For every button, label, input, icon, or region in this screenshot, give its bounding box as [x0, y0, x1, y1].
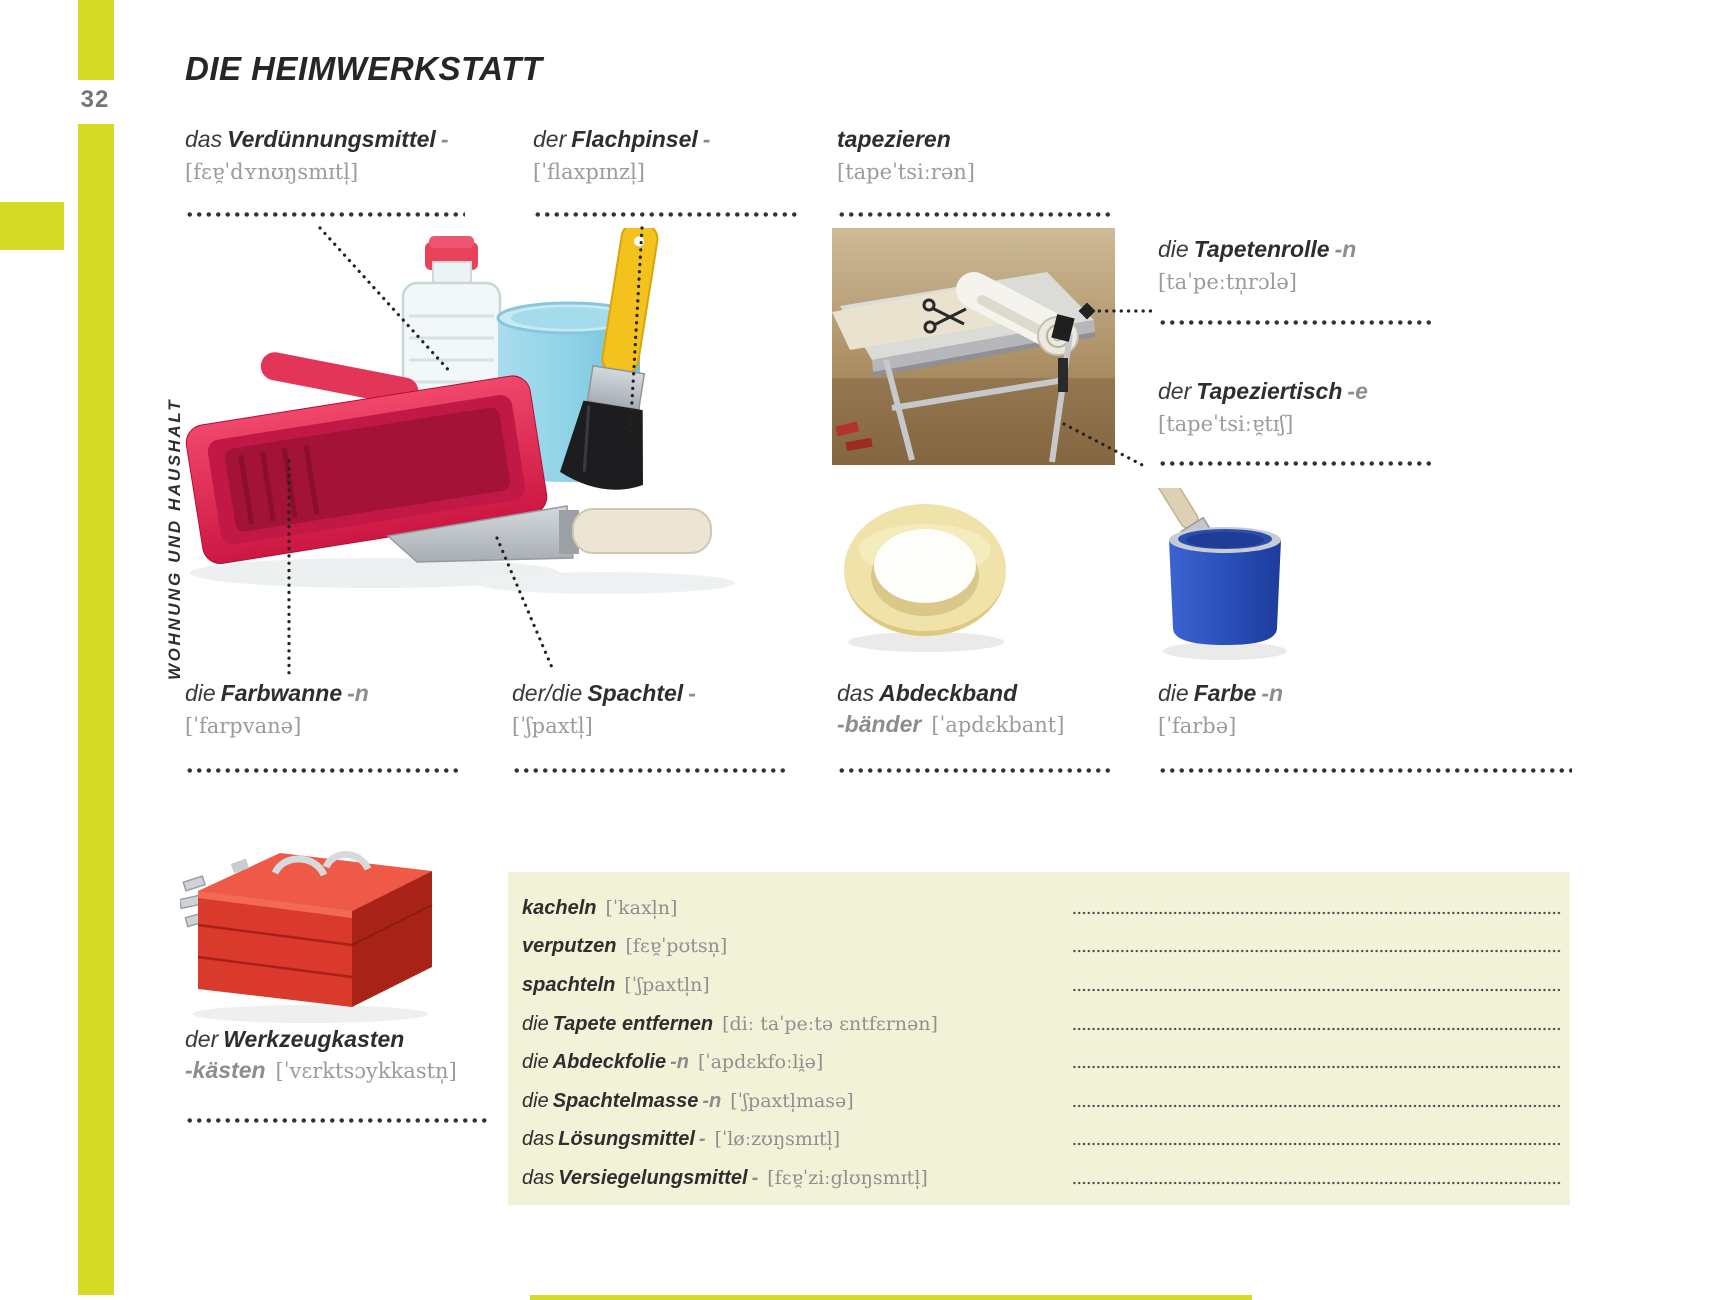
ipa-transcription: [ˈapdɛkfoːli̯ə] — [697, 1051, 824, 1074]
ipa-transcription: [diː taˈpeːtə ɛntfɛrnən] — [722, 1012, 938, 1035]
dotted-rule — [1158, 767, 1572, 774]
dotted-rule — [185, 1117, 488, 1124]
dotted-rule — [533, 211, 800, 218]
label-verduennungsmittel — [185, 124, 448, 190]
sidebar-accent-bar — [78, 124, 184, 1295]
ipa-transcription: [ˈʃpaxtl̩masə] — [730, 1089, 854, 1112]
page-title: DIE HEIMWERKSTATT — [185, 50, 543, 87]
bottom-accent-line — [530, 1295, 1252, 1300]
ipa-transcription: [ˈløːzʊŋsmɪtl̩] — [714, 1128, 841, 1151]
plural-marker: - — [702, 126, 711, 152]
plural-marker: -kästen — [185, 1057, 266, 1083]
plural-marker: -n — [702, 1089, 722, 1112]
ipa-transcription: [ˈvɛrktsɔykkastn̩] — [275, 1059, 457, 1083]
ipa-transcription: [fɛɐ̯ˈdʏnʊŋsmɪtl̩] — [185, 160, 359, 184]
writing-line[interactable] — [1072, 949, 1562, 953]
label-farbe — [1158, 678, 1283, 744]
label-flachpinsel — [533, 124, 710, 190]
vocab-practice-box — [508, 872, 1570, 1205]
writing-line[interactable] — [1072, 911, 1562, 915]
ipa-transcription: [ˈfarpvanə] — [185, 714, 302, 738]
article: die — [522, 1089, 549, 1112]
writing-line[interactable] — [1072, 988, 1562, 992]
vocab-row — [508, 885, 1570, 924]
plural-marker: - — [440, 126, 449, 152]
vocab-row — [508, 1078, 1570, 1117]
ipa-transcription: [ˈapdɛkbant] — [931, 713, 1065, 737]
vocab-term: Farbwanne — [220, 680, 343, 706]
ipa-transcription: [ˈfarbə] — [1158, 714, 1237, 738]
label-tapeziertisch — [1158, 376, 1368, 442]
label-spachtel — [512, 678, 696, 744]
vocab-row — [508, 962, 1570, 1001]
paint-pot-photo — [1155, 488, 1295, 663]
dotted-rule — [185, 211, 465, 218]
writing-line[interactable] — [1072, 1104, 1562, 1108]
vocab-row — [508, 1001, 1570, 1040]
ipa-transcription: [tapeˈtsiːrən] — [837, 160, 975, 184]
vocab-row — [508, 1155, 1570, 1194]
label-farbwanne — [185, 678, 369, 744]
plural-marker: -bänder — [837, 711, 922, 737]
plural-marker: - — [698, 1128, 706, 1151]
article: die — [522, 1012, 549, 1035]
vocab-term: Werkzeugkasten — [223, 1026, 405, 1052]
paint-set-photo — [175, 228, 760, 660]
vocab-term: Tapetenrolle — [1193, 236, 1330, 262]
article: der — [185, 1026, 219, 1052]
article: das — [522, 1167, 555, 1189]
vocab-row — [508, 924, 1570, 963]
vocab-term: Tapeziertisch — [1196, 378, 1343, 404]
article: der — [1158, 378, 1192, 404]
dotted-rule — [1158, 319, 1436, 326]
dotted-rule — [185, 767, 462, 774]
vocab-term: Lösungsmittel — [558, 1128, 695, 1151]
dotted-rule — [1158, 460, 1436, 467]
vocab-term: verputzen — [522, 935, 617, 958]
masking-tape-photo — [838, 492, 1013, 657]
sidebar-accent-top-block — [78, 0, 114, 80]
ipa-transcription: [ˈʃpaxtl̩n] — [624, 973, 710, 996]
vocab-term: Spachtel — [587, 680, 684, 706]
writing-line[interactable] — [1072, 1142, 1562, 1146]
vocab-row — [508, 1040, 1570, 1079]
vocab-term: Spachtelmasse — [552, 1089, 699, 1112]
article: der — [533, 126, 567, 152]
vocab-term: Tapete entfernen — [552, 1012, 714, 1035]
writing-line[interactable] — [1072, 1181, 1562, 1185]
plural-marker: - — [751, 1167, 759, 1189]
writing-line[interactable] — [1072, 1065, 1562, 1069]
vocab-term: kacheln — [522, 896, 597, 919]
article: die — [185, 680, 216, 706]
ipa-transcription: [ˈflaxpɪnzl̩] — [533, 160, 645, 184]
plural-marker: -n — [1261, 680, 1284, 706]
label-tapetenrolle — [1158, 234, 1356, 300]
ipa-transcription: [fɛɐ̯ˈpʊtsn̩] — [625, 935, 728, 958]
article: die — [522, 1051, 549, 1074]
plural-marker: -n — [1334, 236, 1357, 262]
ipa-transcription: [fɛɐ̯ˈziːglʊŋsmɪtl̩] — [767, 1167, 928, 1189]
article: das — [522, 1128, 555, 1151]
chapter-tab-marker — [0, 202, 64, 250]
vocab-term: tapezieren — [837, 126, 951, 152]
writing-line[interactable] — [1072, 1027, 1562, 1031]
plural-marker: - — [688, 680, 696, 706]
article: das — [185, 126, 223, 152]
label-abdeckband — [837, 678, 1064, 741]
vocab-term: Flachpinsel — [571, 126, 698, 152]
article: der/die — [512, 680, 583, 706]
page-number: 32 — [80, 86, 110, 113]
ipa-transcription: [tapeˈtsiːɐ̯tɪʃ] — [1158, 412, 1294, 436]
plural-marker: -e — [1347, 378, 1368, 404]
wallpaper-table-photo — [832, 228, 1115, 465]
vocab-term: spachteln — [522, 973, 616, 996]
dotted-rule — [837, 211, 1114, 218]
dotted-rule — [837, 767, 1114, 774]
vocab-term: Verdünnungsmittel — [227, 126, 436, 152]
label-werkzeugkasten — [185, 1024, 457, 1087]
vocab-term: Farbe — [1193, 680, 1257, 706]
ipa-transcription: [taˈpeːtn̩rɔlə] — [1158, 270, 1297, 294]
ipa-transcription: [ˈʃpaxtl̩] — [512, 714, 593, 738]
label-tapezieren — [837, 124, 975, 190]
article: die — [1158, 680, 1189, 706]
vocab-term: Abdeckband — [879, 680, 1018, 706]
dotted-rule — [512, 767, 788, 774]
vocab-term: Versiegelungsmittel — [558, 1167, 748, 1189]
article: das — [837, 680, 875, 706]
chapter-sidebar-label: WOHNUNG UND HAUSHALT — [165, 397, 184, 680]
ipa-transcription: [ˈkaxl̩n] — [605, 896, 678, 919]
article: die — [1158, 236, 1189, 262]
plural-marker: -n — [670, 1051, 689, 1074]
vocab-term: Abdeckfolie — [552, 1051, 667, 1074]
toolbox-photo — [180, 795, 445, 1025]
plural-marker: -n — [347, 680, 369, 706]
vocab-row — [508, 1117, 1570, 1156]
